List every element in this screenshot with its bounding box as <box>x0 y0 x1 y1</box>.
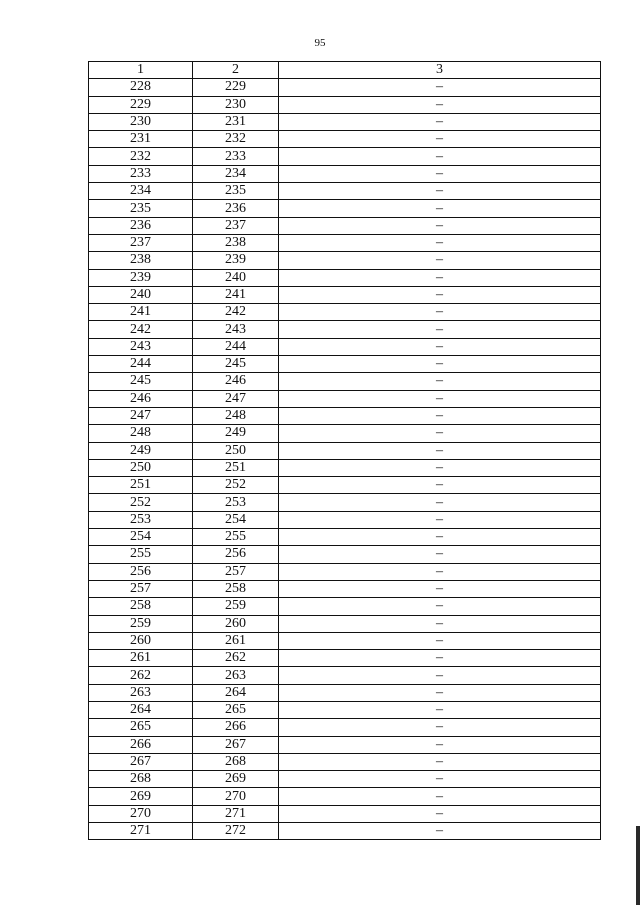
table-cell-col-1: 251 <box>89 477 193 494</box>
table-cell-col-2: 250 <box>193 442 279 459</box>
table-row <box>89 805 601 822</box>
table-cell-col-3: – <box>279 183 601 200</box>
table-cell-col-2: 237 <box>193 217 279 234</box>
table-cell-col-2: 239 <box>193 252 279 269</box>
table-row <box>89 511 601 528</box>
table-row <box>89 183 601 200</box>
table-cell-col-3: – <box>279 511 601 528</box>
table-cell-col-2: 241 <box>193 286 279 303</box>
table-cell-col-3: – <box>279 165 601 182</box>
table-cell-col-1: 245 <box>89 373 193 390</box>
table-cell-col-3: – <box>279 131 601 148</box>
table-cell-col-3: – <box>279 650 601 667</box>
table-cell-col-2: 264 <box>193 684 279 701</box>
table-cell-col-1: 263 <box>89 684 193 701</box>
column-header-1: 1 <box>89 62 193 79</box>
table-row <box>89 442 601 459</box>
table-cell-col-3: – <box>279 477 601 494</box>
table-cell-col-3: – <box>279 373 601 390</box>
table-cell-col-3: – <box>279 390 601 407</box>
table-cell-col-2: 231 <box>193 113 279 130</box>
table-cell-col-1: 260 <box>89 632 193 649</box>
table-cell-col-1: 246 <box>89 390 193 407</box>
table-row <box>89 771 601 788</box>
table-cell-col-1: 266 <box>89 736 193 753</box>
table-cell-col-3: – <box>279 563 601 580</box>
table-cell-col-2: 229 <box>193 79 279 96</box>
table-cell-col-3: – <box>279 79 601 96</box>
column-header-2: 2 <box>193 62 279 79</box>
table-cell-col-3: – <box>279 407 601 424</box>
table-cell-col-1: 250 <box>89 459 193 476</box>
column-header-3: 3 <box>279 62 601 79</box>
table-row <box>89 580 601 597</box>
table-cell-col-3: – <box>279 356 601 373</box>
table-row <box>89 113 601 130</box>
table-row <box>89 494 601 511</box>
table-cell-col-2: 267 <box>193 736 279 753</box>
table-cell-col-3: – <box>279 96 601 113</box>
table-cell-col-1: 259 <box>89 615 193 632</box>
table-body <box>89 79 601 840</box>
table-cell-col-1: 232 <box>89 148 193 165</box>
table-cell-col-3: – <box>279 771 601 788</box>
table-cell-col-3: – <box>279 736 601 753</box>
table-cell-col-2: 242 <box>193 304 279 321</box>
table-row <box>89 200 601 217</box>
table-row <box>89 650 601 667</box>
table-cell-col-3: – <box>279 788 601 805</box>
table-row <box>89 736 601 753</box>
table-cell-col-2: 256 <box>193 546 279 563</box>
table-cell-col-1: 241 <box>89 304 193 321</box>
table-cell-col-1: 240 <box>89 286 193 303</box>
table-cell-col-1: 238 <box>89 252 193 269</box>
table-cell-col-3: – <box>279 459 601 476</box>
table-cell-col-3: – <box>279 148 601 165</box>
table-cell-col-2: 240 <box>193 269 279 286</box>
table-cell-col-1: 271 <box>89 823 193 840</box>
table-row <box>89 96 601 113</box>
table-row <box>89 165 601 182</box>
table-cell-col-1: 237 <box>89 234 193 251</box>
table-row <box>89 701 601 718</box>
table-cell-col-1: 258 <box>89 598 193 615</box>
table-cell-col-2: 269 <box>193 771 279 788</box>
table-row <box>89 304 601 321</box>
table-row <box>89 719 601 736</box>
table-cell-col-2: 259 <box>193 598 279 615</box>
table-cell-col-2: 270 <box>193 788 279 805</box>
table-cell-col-2: 248 <box>193 407 279 424</box>
table-row <box>89 632 601 649</box>
table-cell-col-3: – <box>279 719 601 736</box>
table-cell-col-1: 267 <box>89 753 193 770</box>
table-cell-col-1: 268 <box>89 771 193 788</box>
table-cell-col-3: – <box>279 805 601 822</box>
table-cell-col-3: – <box>279 442 601 459</box>
table-cell-col-3: – <box>279 823 601 840</box>
table-cell-col-1: 230 <box>89 113 193 130</box>
table-row <box>89 684 601 701</box>
table-row <box>89 373 601 390</box>
table-cell-col-3: – <box>279 580 601 597</box>
table-cell-col-2: 255 <box>193 529 279 546</box>
table-cell-col-2: 236 <box>193 200 279 217</box>
table-cell-col-3: – <box>279 684 601 701</box>
table-cell-col-3: – <box>279 113 601 130</box>
table-row <box>89 217 601 234</box>
table-cell-col-2: 230 <box>193 96 279 113</box>
table-cell-col-2: 266 <box>193 719 279 736</box>
table-cell-col-2: 249 <box>193 425 279 442</box>
table-cell-col-2: 247 <box>193 390 279 407</box>
table-cell-col-3: – <box>279 252 601 269</box>
table-cell-col-3: – <box>279 546 601 563</box>
table-header-row <box>89 62 601 79</box>
table-cell-col-1: 256 <box>89 563 193 580</box>
table-cell-col-2: 251 <box>193 459 279 476</box>
table-row <box>89 563 601 580</box>
table-cell-col-3: – <box>279 598 601 615</box>
table-cell-col-1: 269 <box>89 788 193 805</box>
table-cell-col-3: – <box>279 321 601 338</box>
table-cell-col-3: – <box>279 269 601 286</box>
table-row <box>89 286 601 303</box>
table-cell-col-2: 263 <box>193 667 279 684</box>
page-number: 95 <box>314 37 326 49</box>
table-cell-col-2: 252 <box>193 477 279 494</box>
table-row <box>89 823 601 840</box>
table-cell-col-3: – <box>279 338 601 355</box>
table-cell-col-2: 244 <box>193 338 279 355</box>
table-cell-col-2: 235 <box>193 183 279 200</box>
table-cell-col-1: 248 <box>89 425 193 442</box>
table-cell-col-2: 254 <box>193 511 279 528</box>
table-row <box>89 529 601 546</box>
table-header <box>89 62 601 79</box>
table-cell-col-2: 260 <box>193 615 279 632</box>
table-cell-col-3: – <box>279 529 601 546</box>
table-row <box>89 338 601 355</box>
table-row <box>89 131 601 148</box>
table-row <box>89 321 601 338</box>
table-cell-col-2: 257 <box>193 563 279 580</box>
table-cell-col-3: – <box>279 667 601 684</box>
table-cell-col-1: 234 <box>89 183 193 200</box>
table-row <box>89 269 601 286</box>
table-row <box>89 407 601 424</box>
table-row <box>89 477 601 494</box>
table-cell-col-3: – <box>279 234 601 251</box>
table-cell-col-2: 246 <box>193 373 279 390</box>
table-cell-col-1: 265 <box>89 719 193 736</box>
table-cell-col-3: – <box>279 753 601 770</box>
table-cell-col-2: 258 <box>193 580 279 597</box>
table-cell-col-1: 229 <box>89 96 193 113</box>
table-cell-col-2: 271 <box>193 805 279 822</box>
table-row <box>89 615 601 632</box>
table-cell-col-1: 235 <box>89 200 193 217</box>
table-cell-col-1: 270 <box>89 805 193 822</box>
table-cell-col-3: – <box>279 701 601 718</box>
table-cell-col-1: 228 <box>89 79 193 96</box>
table-cell-col-3: – <box>279 217 601 234</box>
table-cell-col-1: 236 <box>89 217 193 234</box>
table-cell-col-1: 242 <box>89 321 193 338</box>
table-cell-col-1: 249 <box>89 442 193 459</box>
table-cell-col-2: 243 <box>193 321 279 338</box>
table-cell-col-2: 261 <box>193 632 279 649</box>
table-cell-col-2: 253 <box>193 494 279 511</box>
table-cell-col-2: 262 <box>193 650 279 667</box>
table-row <box>89 79 601 96</box>
table-row <box>89 788 601 805</box>
table-cell-col-3: – <box>279 615 601 632</box>
table-cell-col-1: 264 <box>89 701 193 718</box>
table-cell-col-3: – <box>279 200 601 217</box>
table-row <box>89 252 601 269</box>
table-cell-col-2: 268 <box>193 753 279 770</box>
table-cell-col-1: 231 <box>89 131 193 148</box>
table-cell-col-1: 255 <box>89 546 193 563</box>
table-cell-col-1: 239 <box>89 269 193 286</box>
table-cell-col-1: 252 <box>89 494 193 511</box>
table-cell-col-2: 265 <box>193 701 279 718</box>
table-row <box>89 598 601 615</box>
table-row <box>89 667 601 684</box>
table-row <box>89 148 601 165</box>
table-row <box>89 546 601 563</box>
table-cell-col-3: – <box>279 286 601 303</box>
table-row <box>89 390 601 407</box>
table-row <box>89 234 601 251</box>
table-cell-col-1: 243 <box>89 338 193 355</box>
table-cell-col-1: 257 <box>89 580 193 597</box>
table-row <box>89 753 601 770</box>
table-row <box>89 356 601 373</box>
table-cell-col-3: – <box>279 304 601 321</box>
table-cell-col-1: 254 <box>89 529 193 546</box>
table-cell-col-1: 233 <box>89 165 193 182</box>
table-cell-col-1: 247 <box>89 407 193 424</box>
table-row <box>89 425 601 442</box>
table-cell-col-1: 253 <box>89 511 193 528</box>
table-cell-col-2: 232 <box>193 131 279 148</box>
table-row <box>89 459 601 476</box>
table-cell-col-2: 234 <box>193 165 279 182</box>
table-cell-col-1: 261 <box>89 650 193 667</box>
table-cell-col-1: 262 <box>89 667 193 684</box>
table-cell-col-2: 233 <box>193 148 279 165</box>
table-cell-col-3: – <box>279 632 601 649</box>
table-cell-col-3: – <box>279 494 601 511</box>
table-cell-col-1: 244 <box>89 356 193 373</box>
table-cell-col-2: 245 <box>193 356 279 373</box>
data-table <box>88 61 601 840</box>
table-cell-col-3: – <box>279 425 601 442</box>
scan-edge-mark <box>636 826 640 905</box>
table-container <box>88 61 600 840</box>
table-cell-col-2: 238 <box>193 234 279 251</box>
table-cell-col-2: 272 <box>193 823 279 840</box>
